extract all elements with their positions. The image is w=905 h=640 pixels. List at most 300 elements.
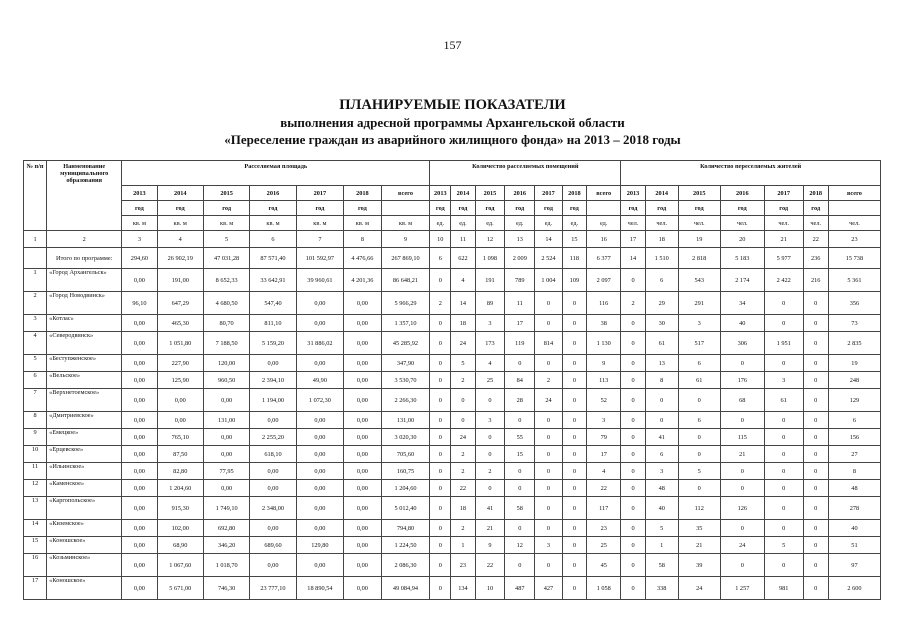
table-cell: 22 <box>587 480 621 497</box>
table-cell: 915,30 <box>157 497 203 520</box>
table-cell: 115 <box>720 429 764 446</box>
total-cell: 294,60 <box>122 248 157 269</box>
table-cell: 0 <box>803 332 828 355</box>
table-cell: 0 <box>430 355 451 372</box>
header-year: всего <box>381 186 430 201</box>
table-cell: 0 <box>764 429 803 446</box>
table-cell: 0 <box>621 412 645 429</box>
column-number: 9 <box>381 231 430 248</box>
table-cell: 28 <box>505 389 535 412</box>
table-cell: 1 072,30 <box>296 389 343 412</box>
header-unit: чел. <box>678 216 720 231</box>
header-year-unit: год <box>562 201 586 216</box>
header-unit: ед. <box>505 216 535 231</box>
table-cell: 0 <box>430 332 451 355</box>
table-cell: 0 <box>475 446 505 463</box>
table-cell: 2 174 <box>720 269 764 292</box>
table-cell: 0 <box>475 429 505 446</box>
table-cell: 129,80 <box>296 537 343 554</box>
table-cell: 618,10 <box>250 446 296 463</box>
table-cell: 0 <box>803 292 828 315</box>
header-empty <box>381 201 430 216</box>
table-cell: 17 <box>587 446 621 463</box>
table-cell: 176 <box>720 372 764 389</box>
table-cell: 0 <box>803 577 828 600</box>
header-year-unit: год <box>764 201 803 216</box>
table-cell: 0,00 <box>296 315 343 332</box>
table-row <box>24 412 881 429</box>
table-cell: 0 <box>803 429 828 446</box>
table-cell: 0 <box>764 497 803 520</box>
table-cell: 0,00 <box>344 446 382 463</box>
municipality-name: «Коношское» <box>47 577 122 600</box>
table-cell: 73 <box>828 315 880 332</box>
header-unit: чел. <box>621 216 645 231</box>
title-line-1: ПЛАНИРУЕМЫЕ ПОКАЗАТЕЛИ <box>339 97 566 113</box>
table-cell: 113 <box>587 372 621 389</box>
table-cell: 0,00 <box>344 537 382 554</box>
table-cell: 0 <box>803 520 828 537</box>
table-row <box>24 463 881 480</box>
total-cell: 267 869,10 <box>381 248 430 269</box>
table-cell: 1 749,10 <box>203 497 249 520</box>
table-cell: 49 084,94 <box>381 577 430 600</box>
header-unit: кв. м <box>296 216 343 231</box>
table-cell: 517 <box>678 332 720 355</box>
column-number: 22 <box>803 231 828 248</box>
table-cell: 120,00 <box>203 355 249 372</box>
header-year-unit: год <box>157 201 203 216</box>
table-cell: 0 <box>621 429 645 446</box>
table-row <box>24 429 881 446</box>
table-row <box>24 372 881 389</box>
header-year: 2015 <box>678 186 720 201</box>
header-year: 2015 <box>475 186 505 201</box>
header-unit: кв. м <box>381 216 430 231</box>
municipality-name: «Каргопольское» <box>47 497 122 520</box>
table-cell: 0 <box>621 463 645 480</box>
total-label: Итого по программе: <box>47 248 122 269</box>
table-cell: 87,50 <box>157 446 203 463</box>
total-cell: 2 818 <box>678 248 720 269</box>
table-cell: 0 <box>535 412 563 429</box>
column-number: 6 <box>250 231 296 248</box>
table-cell: 0 <box>764 412 803 429</box>
table-cell: 15 <box>505 446 535 463</box>
header-unit: кв. м <box>344 216 382 231</box>
table-cell: 17 <box>505 315 535 332</box>
header-unit: ед. <box>535 216 563 231</box>
table-cell: 0,00 <box>122 446 157 463</box>
table-cell: 0 <box>678 429 720 446</box>
table-cell: 1 <box>451 537 475 554</box>
table-cell: 2 <box>475 463 505 480</box>
table-row <box>24 577 881 600</box>
table-cell: 0 <box>451 389 475 412</box>
table-cell: 0 <box>535 497 563 520</box>
table-cell: 794,80 <box>381 520 430 537</box>
row-number: 8 <box>24 412 47 429</box>
table-cell: 0 <box>535 463 563 480</box>
table-cell: 1 204,60 <box>157 480 203 497</box>
row-number: 14 <box>24 520 47 537</box>
table-cell: 0 <box>720 412 764 429</box>
header-year-unit: год <box>430 201 451 216</box>
table-cell: 109 <box>562 269 586 292</box>
table-cell: 0 <box>678 480 720 497</box>
table-cell: 0,00 <box>296 446 343 463</box>
table-cell: 0,00 <box>157 389 203 412</box>
table-cell: 0,00 <box>157 412 203 429</box>
table-cell: 0,00 <box>122 389 157 412</box>
table-cell: 61 <box>678 372 720 389</box>
table-cell: 29 <box>645 292 678 315</box>
header-year-unit: год <box>505 201 535 216</box>
header-years-row <box>24 186 881 201</box>
table-cell: 1 018,70 <box>203 554 249 577</box>
table-cell: 5 671,00 <box>157 577 203 600</box>
table-cell: 48 <box>645 480 678 497</box>
total-cell: 1 098 <box>475 248 505 269</box>
table-cell: 49,90 <box>296 372 343 389</box>
table-cell: 0 <box>562 332 586 355</box>
table-cell: 0,00 <box>344 412 382 429</box>
table-cell: 0 <box>430 446 451 463</box>
table-cell: 134 <box>451 577 475 600</box>
table-cell: 2 266,30 <box>381 389 430 412</box>
table-cell: 0 <box>562 480 586 497</box>
table-cell: 0 <box>430 429 451 446</box>
table-cell: 0 <box>764 554 803 577</box>
table-cell: 2 <box>451 520 475 537</box>
table-cell: 0 <box>764 355 803 372</box>
header-year: всего <box>587 186 621 201</box>
municipality-name: «Козьминское» <box>47 554 122 577</box>
table-cell: 2 <box>451 463 475 480</box>
table-cell: 0 <box>562 520 586 537</box>
table-cell: 0,00 <box>122 332 157 355</box>
table-cell: 5 012,40 <box>381 497 430 520</box>
table-cell: 5 <box>645 520 678 537</box>
document-title <box>0 97 905 148</box>
header-year: 2017 <box>764 186 803 201</box>
municipality-name: «Киземское» <box>47 520 122 537</box>
row-number: 3 <box>24 315 47 332</box>
table-cell: 0 <box>430 520 451 537</box>
table-cell: 35 <box>678 520 720 537</box>
table-cell: 0,00 <box>296 412 343 429</box>
table-cell: 1 130 <box>587 332 621 355</box>
table-cell: 2 422 <box>764 269 803 292</box>
header-year: 2017 <box>535 186 563 201</box>
header-empty <box>587 201 621 216</box>
table-cell: 0 <box>621 497 645 520</box>
table-cell: 248 <box>828 372 880 389</box>
row-number: 5 <box>24 355 47 372</box>
table-cell: 0,00 <box>296 355 343 372</box>
table-cell: 0 <box>803 315 828 332</box>
row-number: 12 <box>24 480 47 497</box>
table-cell: 126 <box>720 497 764 520</box>
table-row <box>24 292 881 315</box>
table-cell: 23 777,10 <box>250 577 296 600</box>
table-cell: 34 <box>720 292 764 315</box>
header-year-unit: год <box>344 201 382 216</box>
table-cell: 306 <box>720 332 764 355</box>
table-cell: 0 <box>505 412 535 429</box>
table-cell: 27 <box>828 446 880 463</box>
table-cell: 4 680,50 <box>203 292 249 315</box>
total-cell: 14 <box>621 248 645 269</box>
table-cell: 45 <box>587 554 621 577</box>
table-cell: 0 <box>720 463 764 480</box>
header-year: 2013 <box>122 186 157 201</box>
table-cell: 227,90 <box>157 355 203 372</box>
municipality-name: «Котлас» <box>47 315 122 332</box>
table-cell: 0 <box>803 480 828 497</box>
municipality-name: «Беступженское» <box>47 355 122 372</box>
table-cell: 86 648,21 <box>381 269 430 292</box>
column-number: 7 <box>296 231 343 248</box>
table-cell: 0 <box>764 315 803 332</box>
total-cell: 5 977 <box>764 248 803 269</box>
table-cell: 0,00 <box>122 412 157 429</box>
table-cell: 6 <box>678 355 720 372</box>
table-cell: 68,90 <box>157 537 203 554</box>
table-cell: 0 <box>562 389 586 412</box>
table-cell: 1 257 <box>720 577 764 600</box>
header-unit: кв. м <box>250 216 296 231</box>
indicators-table <box>23 160 881 600</box>
table-cell: 6 <box>645 269 678 292</box>
table-cell: 692,80 <box>203 520 249 537</box>
table-cell: 0 <box>720 480 764 497</box>
table-row <box>24 520 881 537</box>
column-number: 20 <box>720 231 764 248</box>
table-cell: 2 097 <box>587 269 621 292</box>
table-cell: 5 <box>678 463 720 480</box>
table-cell: 0,00 <box>250 520 296 537</box>
table-cell: 22 <box>475 554 505 577</box>
table-cell: 0 <box>621 577 645 600</box>
table-cell: 0,00 <box>250 355 296 372</box>
table-cell: 117 <box>587 497 621 520</box>
table-cell: 6 <box>828 412 880 429</box>
table-cell: 0 <box>430 269 451 292</box>
table-cell: 0 <box>803 497 828 520</box>
table-cell: 33 642,91 <box>250 269 296 292</box>
table-cell: 41 <box>475 497 505 520</box>
table-cell: 547,40 <box>250 292 296 315</box>
table-cell: 79 <box>587 429 621 446</box>
header-year-unit: год <box>122 201 157 216</box>
table-cell: 0 <box>803 463 828 480</box>
table-row <box>24 269 881 292</box>
table-cell: 2 835 <box>828 332 880 355</box>
table-cell: 0,00 <box>203 446 249 463</box>
table-cell: 746,30 <box>203 577 249 600</box>
table-row <box>24 554 881 577</box>
table-cell: 0 <box>803 355 828 372</box>
total-cell: 118 <box>562 248 586 269</box>
table-cell: 61 <box>764 389 803 412</box>
table-cell: 112 <box>678 497 720 520</box>
header-empty <box>828 201 880 216</box>
table-cell: 0,00 <box>203 429 249 446</box>
total-row <box>24 248 881 269</box>
table-cell: 0 <box>562 577 586 600</box>
table-cell: 0 <box>645 412 678 429</box>
table-cell: 0 <box>475 480 505 497</box>
total-cell: 2 009 <box>505 248 535 269</box>
table-cell: 0 <box>535 315 563 332</box>
row-number: 2 <box>24 292 47 315</box>
table-cell: 18 890,54 <box>296 577 343 600</box>
table-cell: 21 <box>475 520 505 537</box>
table-cell: 102,00 <box>157 520 203 537</box>
table-cell: 0 <box>430 480 451 497</box>
column-number: 15 <box>562 231 586 248</box>
header-unit: ед. <box>562 216 586 231</box>
table-cell: 0 <box>621 554 645 577</box>
table-cell: 21 <box>720 446 764 463</box>
table-cell: 0,00 <box>344 480 382 497</box>
table-cell: 173 <box>475 332 505 355</box>
table-cell: 10 <box>475 577 505 600</box>
table-cell: 1 357,10 <box>381 315 430 332</box>
table-cell: 45 285,92 <box>381 332 430 355</box>
header-year-unit: год <box>535 201 563 216</box>
table-cell: 24 <box>535 389 563 412</box>
table-cell: 0 <box>621 269 645 292</box>
row-number: 1 <box>24 269 47 292</box>
table-cell: 0,00 <box>122 537 157 554</box>
table-cell: 3 <box>678 315 720 332</box>
municipality-name: «Северодвинск» <box>47 332 122 355</box>
table-cell: 8 <box>645 372 678 389</box>
header-year: 2018 <box>562 186 586 201</box>
table-row <box>24 315 881 332</box>
table-cell: 689,60 <box>250 537 296 554</box>
table-body <box>24 231 881 600</box>
table-cell: 19 <box>828 355 880 372</box>
table-cell: 338 <box>645 577 678 600</box>
table-cell: 21 <box>678 537 720 554</box>
table-cell: 0,00 <box>122 463 157 480</box>
table-cell: 0 <box>430 389 451 412</box>
total-cell: 5 183 <box>720 248 764 269</box>
table-cell: 0 <box>562 292 586 315</box>
table-cell: 116 <box>587 292 621 315</box>
table-cell: 0,00 <box>296 292 343 315</box>
header-year: 2018 <box>803 186 828 201</box>
table-cell: 0 <box>621 389 645 412</box>
table-cell: 40 <box>645 497 678 520</box>
table-cell: 346,20 <box>203 537 249 554</box>
table-cell: 89 <box>475 292 505 315</box>
total-cell: 2 524 <box>535 248 563 269</box>
table-cell: 0 <box>505 463 535 480</box>
table-cell: 0 <box>621 520 645 537</box>
table-cell: 0,00 <box>250 463 296 480</box>
table-cell: 2 255,20 <box>250 429 296 446</box>
table-cell: 0,00 <box>344 463 382 480</box>
row-number: 11 <box>24 463 47 480</box>
header-year: 2016 <box>720 186 764 201</box>
table-cell: 1 224,50 <box>381 537 430 554</box>
table-cell: 0 <box>430 537 451 554</box>
table-cell: 789 <box>505 269 535 292</box>
table-cell: 39 <box>678 554 720 577</box>
table-cell: 119 <box>505 332 535 355</box>
header-year: 2015 <box>203 186 249 201</box>
table-cell: 3 <box>764 372 803 389</box>
table-cell: 0 <box>430 412 451 429</box>
table-cell: 9 <box>587 355 621 372</box>
table-cell: 1 004 <box>535 269 563 292</box>
table-cell: 6 <box>645 446 678 463</box>
table-cell: 2 <box>430 292 451 315</box>
table-cell: 0 <box>621 372 645 389</box>
header-year-unit: год <box>203 201 249 216</box>
table-cell: 38 <box>587 315 621 332</box>
header-unit: кв. м <box>157 216 203 231</box>
table-cell: 0 <box>562 554 586 577</box>
table-cell: 0 <box>505 355 535 372</box>
header-year: 2017 <box>296 186 343 201</box>
table-cell: 30 <box>645 315 678 332</box>
column-number: 12 <box>475 231 505 248</box>
table-cell: 4 201,36 <box>344 269 382 292</box>
table-cell: 0,00 <box>344 355 382 372</box>
title-line-3: «Переселение граждан из аварийного жилищного фонда» на 2013 – 2018 годы <box>224 132 681 147</box>
table-cell: 0,00 <box>296 554 343 577</box>
table-cell: 8 652,33 <box>203 269 249 292</box>
table-cell: 9 <box>475 537 505 554</box>
table-cell: 3 530,70 <box>381 372 430 389</box>
table-cell: 23 <box>451 554 475 577</box>
table-cell: 160,75 <box>381 463 430 480</box>
table-cell: 814 <box>535 332 563 355</box>
table-cell: 2 086,30 <box>381 554 430 577</box>
table-cell: 427 <box>535 577 563 600</box>
header-units-row <box>24 216 881 231</box>
row-number: 10 <box>24 446 47 463</box>
header-unit: чел. <box>764 216 803 231</box>
header-number: № п/п <box>24 161 47 231</box>
table-cell: 0,00 <box>344 372 382 389</box>
total-cell: 622 <box>451 248 475 269</box>
header-year: всего <box>828 186 880 201</box>
table-row <box>24 497 881 520</box>
column-number: 4 <box>157 231 203 248</box>
column-number: 13 <box>505 231 535 248</box>
table-cell: 0 <box>535 429 563 446</box>
table-cell: 705,60 <box>381 446 430 463</box>
municipality-name: «Емецкое» <box>47 429 122 446</box>
header-year-unit: год <box>451 201 475 216</box>
table-cell: 7 188,50 <box>203 332 249 355</box>
header-year-unit: год <box>296 201 343 216</box>
column-number: 1 <box>24 231 47 248</box>
table-cell: 58 <box>505 497 535 520</box>
table-cell: 0 <box>803 554 828 577</box>
table-cell: 0,00 <box>344 577 382 600</box>
table-cell: 1 058 <box>587 577 621 600</box>
table-cell: 0,00 <box>344 497 382 520</box>
table-cell: 0,00 <box>344 389 382 412</box>
table-cell: 2 600 <box>828 577 880 600</box>
